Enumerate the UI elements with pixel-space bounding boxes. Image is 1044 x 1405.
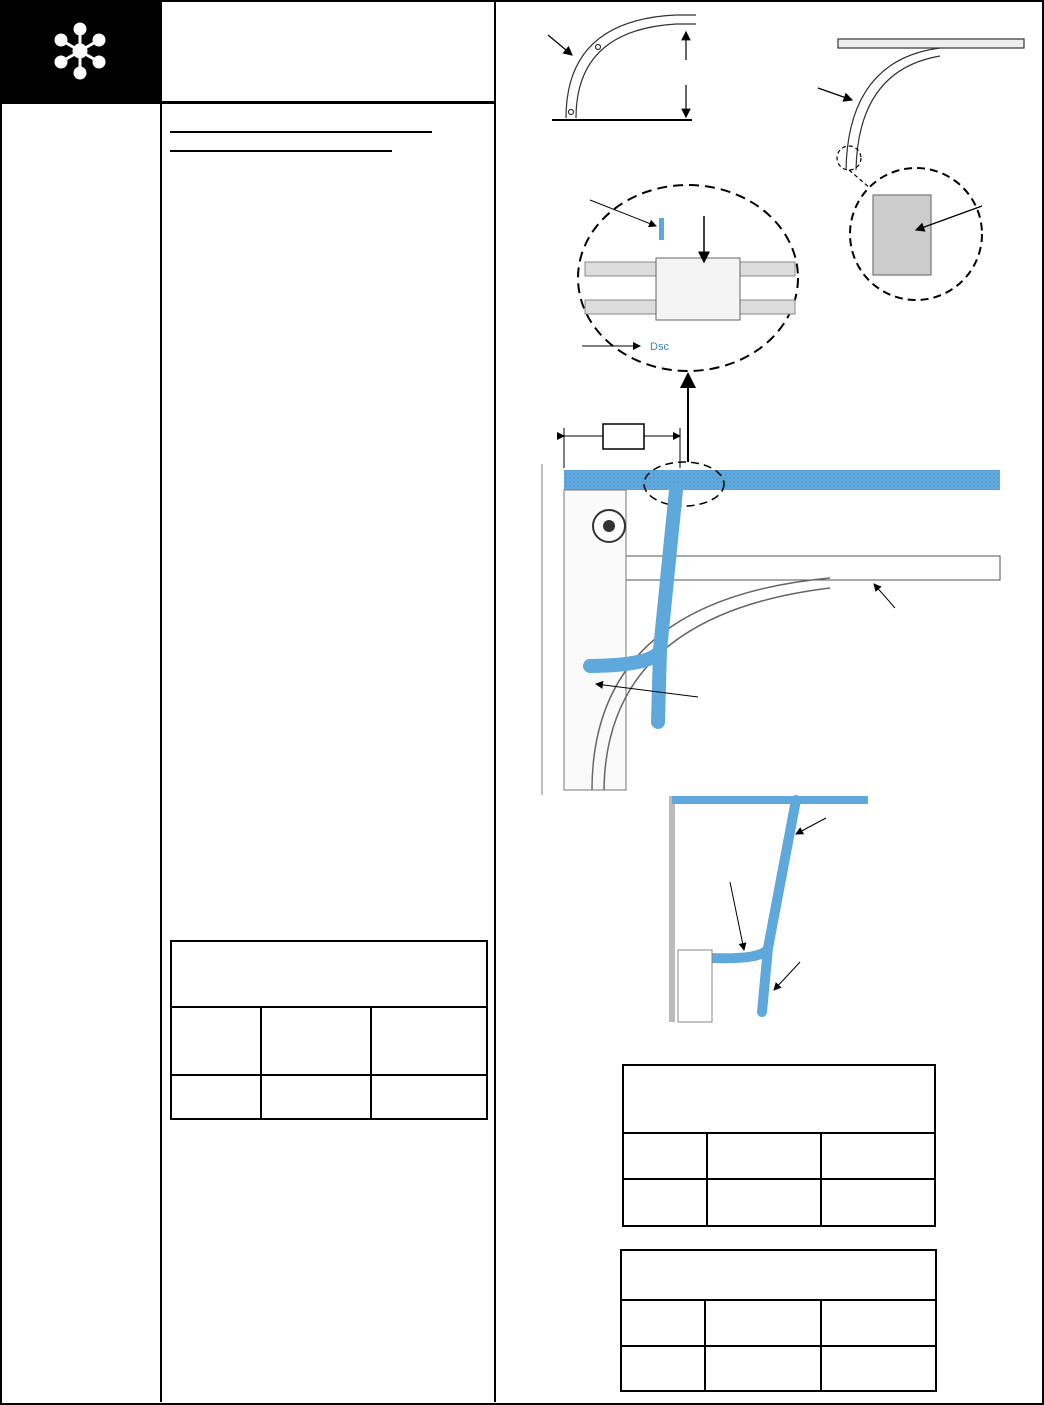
detail-circle-bracket	[578, 185, 798, 462]
curved-track-figure-left	[548, 15, 696, 120]
curved-track-figure-right	[818, 39, 1024, 300]
bracket-detail-drawing	[658, 796, 868, 1022]
main-assembly-drawing	[542, 462, 1000, 795]
detail-label-left: Dsc	[650, 341, 669, 353]
dimension-callout	[564, 424, 680, 468]
